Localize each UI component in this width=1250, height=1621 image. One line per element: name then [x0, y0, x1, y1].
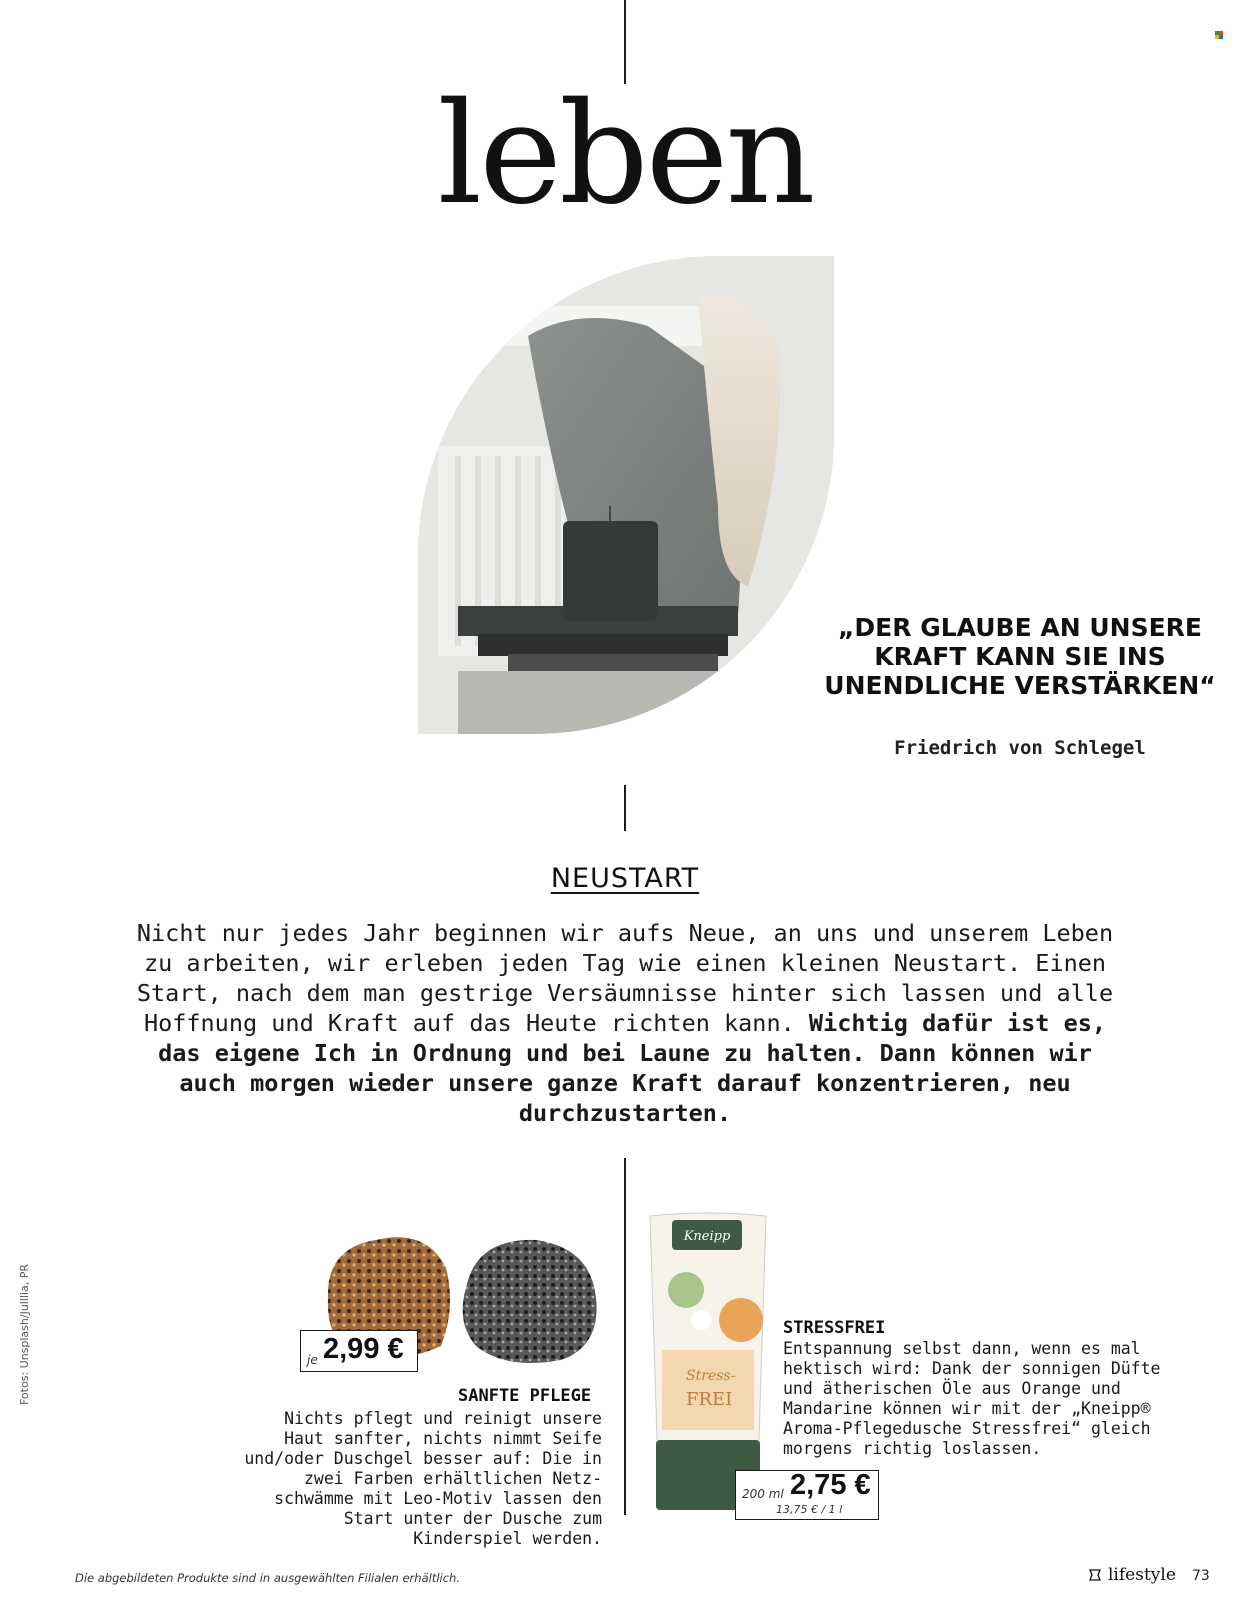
corner-logo-icon — [1215, 31, 1223, 39]
svg-text:Stress-: Stress- — [686, 1368, 736, 1384]
shower-size: 200 ml — [742, 1487, 784, 1501]
sponge-price-tag — [300, 1330, 418, 1372]
shower-price: 2,75 € — [790, 1469, 871, 1501]
svg-text:Kneipp: Kneipp — [683, 1229, 731, 1244]
hero-image — [418, 256, 834, 734]
shower-product-text: Entspannung selbst dann, wenn es mal hektisch wird: Dank der sonnigen Düfte und ätherischen Öle aus Orange und Mandarine können wir mit der „Kneipp® Aroma-Pflegedusche Stressfrei“ gleich morgens richtig loslassen. — [783, 1339, 1161, 1458]
top-divider — [624, 0, 626, 84]
page-number: 73 — [1192, 1568, 1210, 1584]
shower-unit-price: 13,75 € / 1 l — [776, 1503, 843, 1516]
footer-section-brand: lifestyle — [1108, 1565, 1176, 1585]
footer-availability-note: Die abgebildeten Produkte sind in ausgewählten Filialen erhältlich. — [75, 1571, 460, 1585]
sponge-price: 2,99 € — [323, 1333, 404, 1365]
page-headline: leben — [437, 73, 813, 236]
middle-divider — [624, 785, 626, 831]
product-divider — [624, 1158, 626, 1515]
intro-paragraph — [130, 918, 1120, 1128]
quote-author: Friedrich von Schlegel — [894, 737, 1146, 759]
lifestyle-icon — [1088, 1568, 1102, 1582]
sponge-price-prefix: je — [307, 1353, 318, 1367]
sponge-product-text: Nichts pflegt und reinigt unsere Haut sanfter, nichts nimmt Seife und/oder Duschgel besser auf: Die in zwei Farben erhältlichen Netz-schwämme mit Leo-Motiv lassen den Start unter der Dusche zum Kinderspiel werden. — [244, 1409, 602, 1548]
section-title — [0, 863, 1250, 894]
sponge-product-title: SANFTE PFLEGE — [458, 1386, 592, 1406]
shower-gel-bottle-image — [646, 1210, 770, 1510]
intro-bold-text: Wichtig dafür ist es, das eigene Ich in Ordnung und bei Laune zu halten. Dann können wir auch morgen wieder unsere ganze Kraft darauf konzentrieren, neu durchzustarten. — [158, 1009, 1107, 1127]
intro-regular-text: Nicht nur jedes Jahr beginnen wir aufs Neue, an uns und unserem Leben zu arbeiten, wir erleben jeden Tag wie einen kleinen Neustart. Einen Start, nach dem man gestrige Versäumnisse hinter sich lassen und alle Hoffnung und Kraft auf das Heute richten kann. — [136, 919, 1114, 1037]
shower-price-tag — [735, 1470, 879, 1520]
svg-text:FREI: FREI — [686, 1389, 733, 1410]
pull-quote: „DER GLAUBE AN UNSERE KRAFT KANN SIE INS UNENDLICHE VERSTÄRKEN“ — [824, 613, 1216, 700]
section-title-text: NEUSTART — [550, 863, 700, 894]
hero-photo-illustration — [418, 256, 834, 734]
photo-credit: Fotos: Unsplash/Julllia, PR — [18, 1263, 31, 1405]
shower-product-title: STRESSFREI — [783, 1318, 886, 1338]
